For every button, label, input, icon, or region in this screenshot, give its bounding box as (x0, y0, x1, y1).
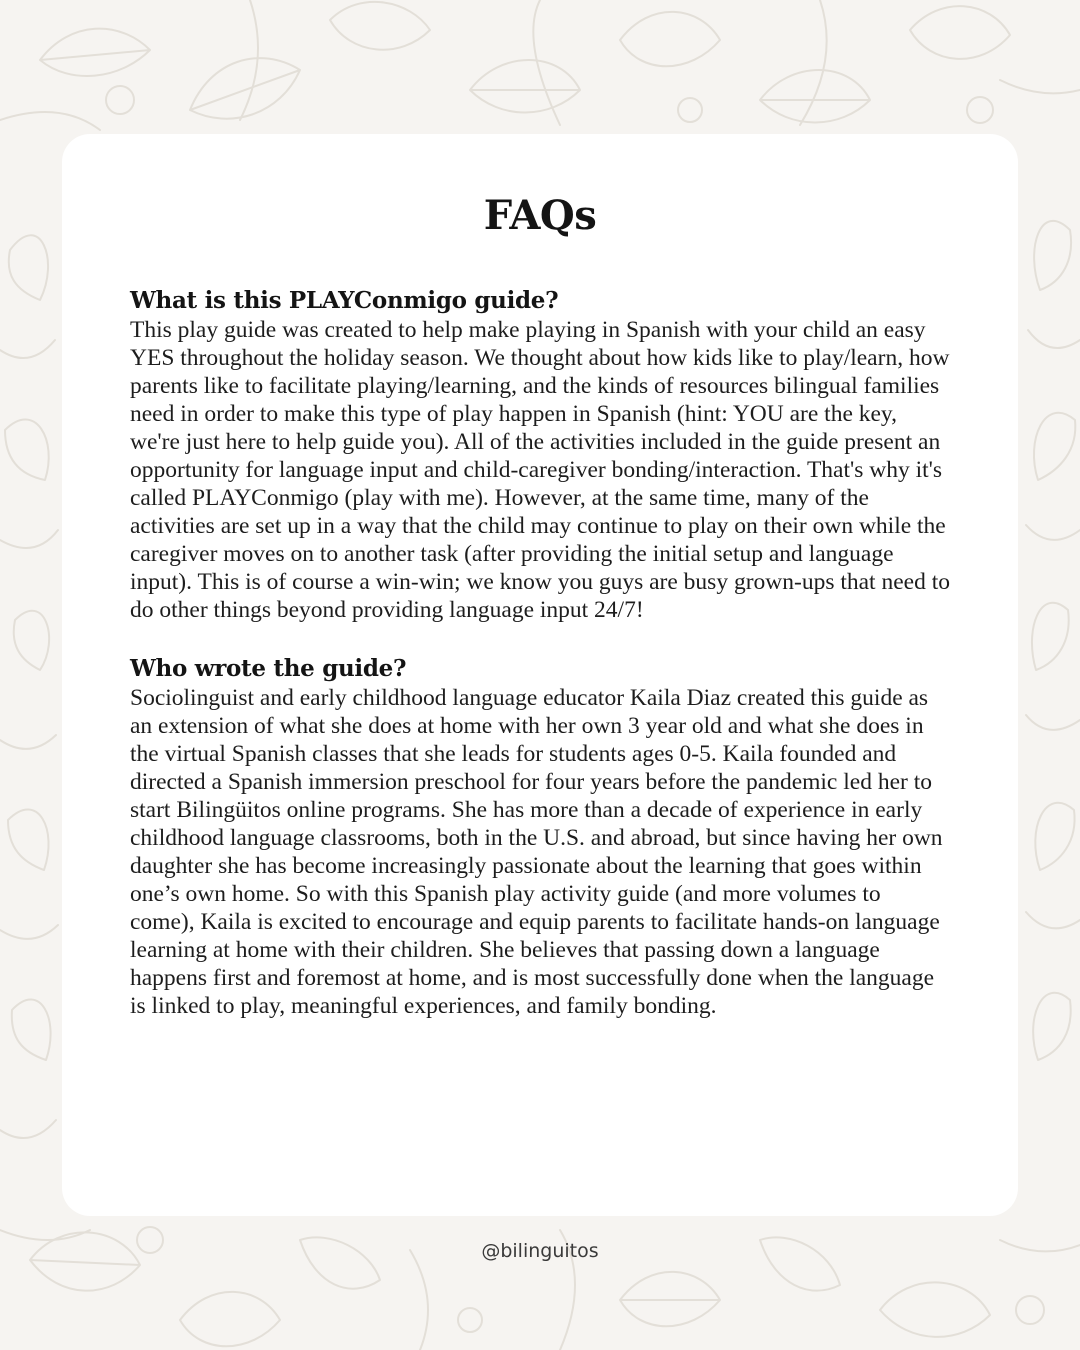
leaf-icon (760, 70, 870, 123)
leaf-icon (470, 60, 580, 113)
faq-answer: Sociolinguist and early childhood language educator Kaila Diaz created this guide as an extension of what she does at home with her own 3 year old and what she does in the virtual Spanish classes that she leads for students ages 0-5. Kaila founded and directed a Spanish immersion preschool for four years before the pandemic led her to start Bilingüitos online programs. She has more than a decade of experience in early childhood language classrooms, both in the U.S. and abroad, but since having her own daughter she has become increasingly passionate about the learning that goes within one’s own home. So with this Spanish play activity guide (and more volumes to come), Kaila is excited to encourage and equip parents to facilitate hands-on language learning at home with their children. She believes that passing down a language happens first and foremost at home, and is most successfully done when the language is linked to play, meaningful experiences, and family bonding. (130, 685, 943, 1019)
leaf-icon (1035, 803, 1074, 870)
leaf-icon (190, 58, 300, 119)
leaf-icon (1032, 603, 1069, 670)
leaf-icon (8, 810, 49, 870)
leaf-icon (1033, 993, 1071, 1060)
leaf-icon (620, 12, 720, 66)
leaf-icon (180, 1292, 280, 1346)
leaf-icon (40, 29, 150, 76)
faq-card (62, 134, 1018, 1216)
social-handle: @bilinguitos (481, 1240, 599, 1262)
page-title: FAQs (483, 192, 597, 239)
leaf-icon (12, 1000, 51, 1060)
leaf-icon (14, 611, 49, 670)
leaf-icon (910, 6, 1010, 59)
leaf-icon (330, 2, 430, 50)
leaf-icon (9, 235, 48, 300)
faq-answer: This play guide was created to help make playing in Spanish with your child an easy YES throughout the holiday season. We thought about how kids like to play/learn, how parents like to facilitate playing/learning, and the kinds of resources bilingual families need in order to make this type of play happen in Spanish (hint: YOU are the key, we're just here to help guide you). All of the activities included in the guide present an opportunity for language input and child-caregiver bonding/interaction. That's why it's called PLAYConmigo (play with me). However, at the same time, many of the activities are set up in a way that the child may continue to play on their own while the caregiver moves on to another task (after providing the initial setup and language input). This is of course a win-win; we know you guys are busy grown-ups that need to do other things beyond providing language input 24/7! (130, 317, 950, 623)
faq-item (130, 654, 950, 1020)
faq-question: Who wrote the guide? (130, 655, 407, 682)
leaf-icon (1034, 221, 1071, 290)
leaf-icon (620, 1272, 720, 1326)
faq-item (130, 286, 950, 624)
leaf-icon (880, 1282, 990, 1337)
faq-question: What is this PLAYConmigo guide? (130, 287, 559, 314)
leaf-icon (1034, 413, 1075, 480)
leaf-icon (5, 420, 49, 480)
